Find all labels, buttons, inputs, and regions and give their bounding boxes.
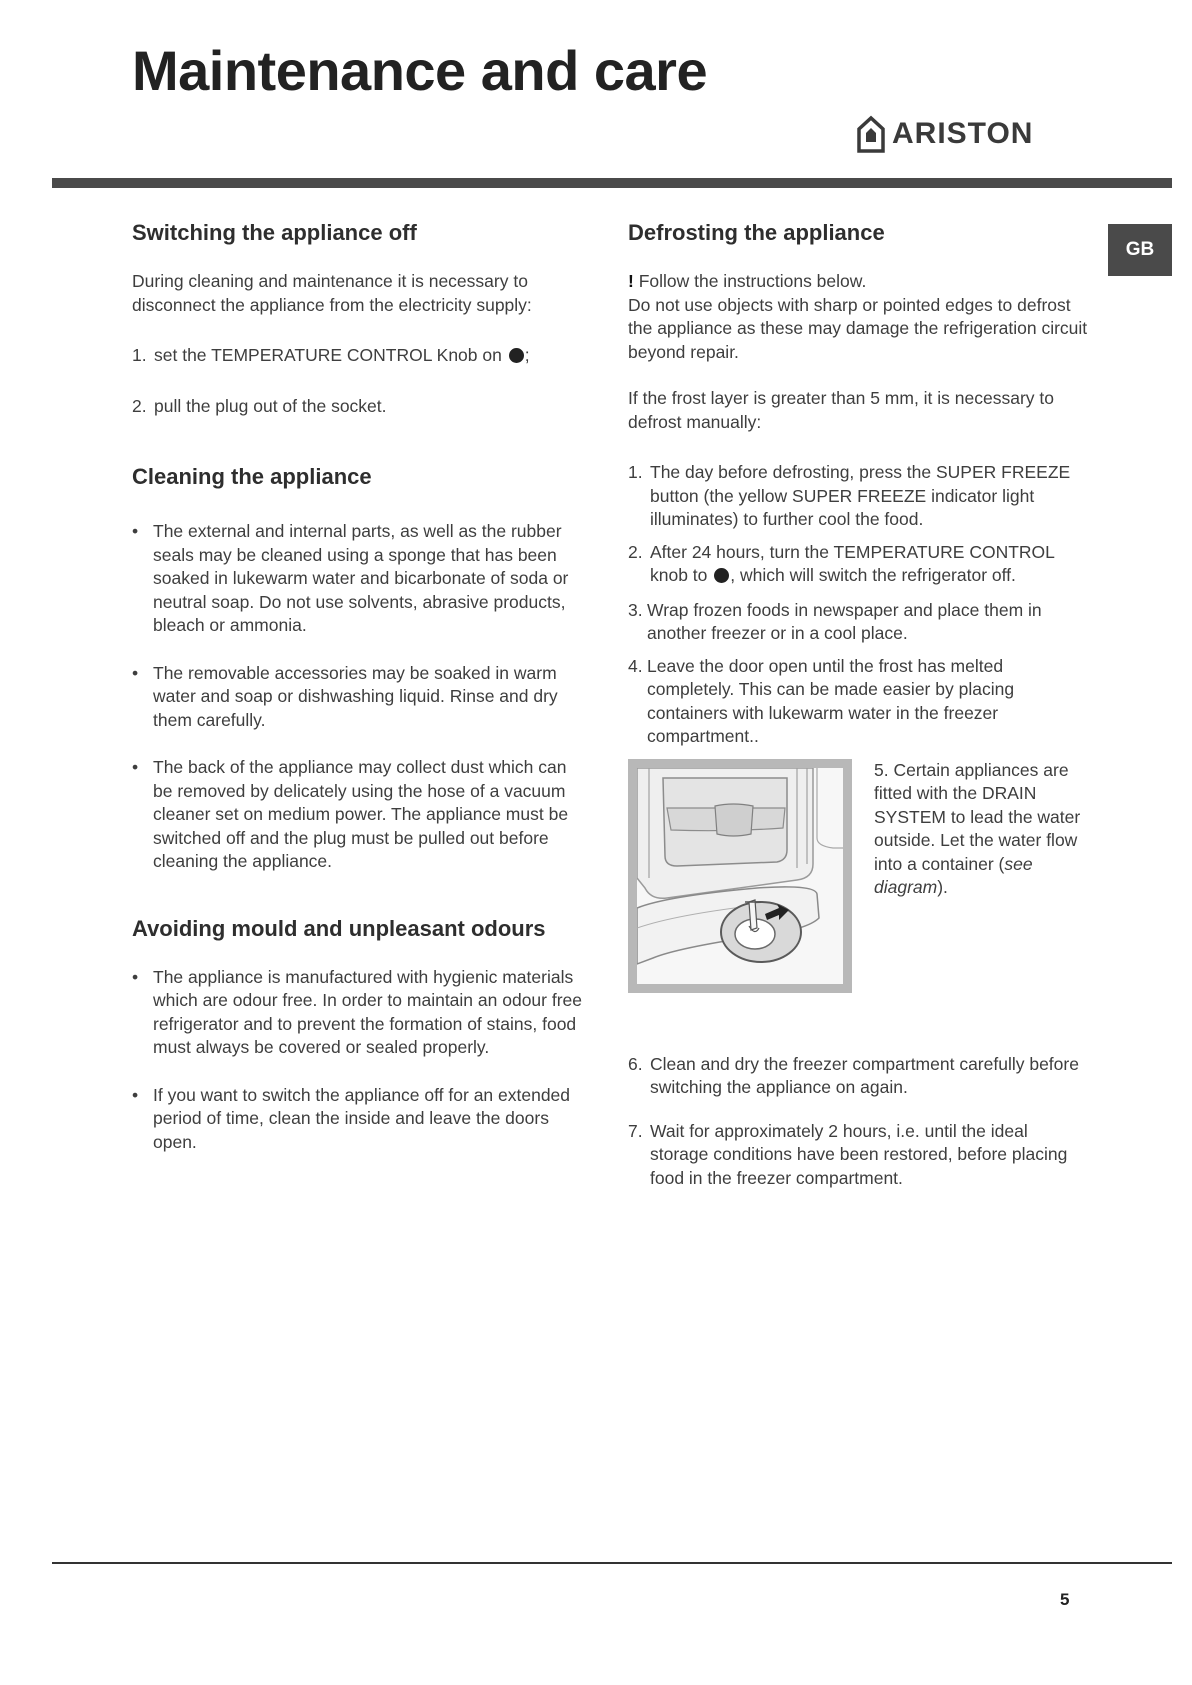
left-column <box>132 218 582 1154</box>
bullet-icon: • <box>132 757 139 777</box>
step-text <box>154 344 530 368</box>
switching-off-heading: Switching the appliance off <box>132 220 417 245</box>
bullet-icon: • <box>132 1084 139 1105</box>
step-text <box>650 541 1088 588</box>
step-text: The day before defrosting, press the SUPER FREEZE button (the yellow SUPER FREEZE indicator light illuminates) to further cool the food. <box>650 462 1071 529</box>
brand-name: ARISTON <box>892 117 1034 150</box>
list-item-text: The removable accessories may be soaked in warm water and soap or dishwashing liquid. Rinse and dry them carefully. <box>153 662 558 730</box>
defrost-step-5 <box>874 759 1088 900</box>
step-text: Wrap frozen foods in newspaper and place them in another freezer or in a cool place. <box>647 599 1042 643</box>
house-logo-icon <box>856 115 886 153</box>
step-number: 3. <box>628 599 643 620</box>
step-number: 1. <box>132 345 147 365</box>
step-number: 1. <box>628 462 643 482</box>
step-number: 2. <box>132 395 147 416</box>
step-number: 7. <box>628 1120 643 1141</box>
drain-system-section <box>628 759 1088 993</box>
step-text: Clean and dry the freezer compartment carefully before switching the appliance on again. <box>650 1053 1079 1097</box>
mould-list <box>132 966 582 1155</box>
list-item-text: The appliance is manufactured with hygienic materials which are odour free. In order to maintain an odour free refrigerator and to prevent the formation of stains, food must always be covered or sealed properly. <box>153 966 582 1057</box>
step-text-end: , which will switch the refrigerator off. <box>730 565 1016 585</box>
step-text-main: 5. Certain appliances are fitted with the DRAIN SYSTEM to lead the water outside. Let the water flow into a container ( <box>874 759 1081 874</box>
defrost-warning-body: Do not use objects with sharp or pointed edges to defrost the appliance as these may damage the refrigeration circuit beyond repair. <box>628 294 1088 362</box>
defrost-step-6 <box>628 1053 1088 1100</box>
see-diagram-reference: see diagram <box>874 853 1033 897</box>
drain-system-diagram <box>628 759 852 993</box>
step-text: pull the plug out of the socket. <box>154 395 387 416</box>
frost-layer-note: If the frost layer is greater than 5 mm, it is necessary to defrost manually: <box>628 388 1054 432</box>
defrost-step-7 <box>628 1120 1088 1191</box>
defrost-step-4 <box>628 655 1088 749</box>
bullet-icon: • <box>132 662 139 683</box>
defrost-step-3 <box>628 599 1088 646</box>
list-item <box>132 662 582 733</box>
step-number: 2. <box>628 541 643 562</box>
switching-off-step-1 <box>132 344 582 368</box>
switching-off-step-2 <box>132 395 582 419</box>
freezer-drain-illustration <box>637 768 843 984</box>
warning-icon: ! <box>628 271 634 291</box>
cleaning-list <box>132 520 582 874</box>
step-text: Wait for approximately 2 hours, i.e. until the ideal storage conditions have been restored, before placing food in the freezer compartment. <box>650 1120 1068 1188</box>
footer-rule <box>52 1562 1172 1564</box>
step-text-end: ; <box>524 345 530 365</box>
defrost-step-1 <box>628 461 1088 532</box>
list-item <box>132 1084 582 1155</box>
step-text: Leave the door open until the frost has melted completely. This can be made easier by placing containers with lukewarm water in the freezer compartment.. <box>647 655 1015 746</box>
defrost-warning <box>628 270 1088 294</box>
right-column <box>628 218 1088 1190</box>
warning-text: Follow the instructions below. <box>633 271 867 291</box>
page-title: Maintenance and care <box>132 39 708 102</box>
language-tab: GB <box>1108 224 1172 276</box>
list-item-text: The back of the appliance may collect dust which can be removed by delicately using the hose of a vacuum cleaner set on medium power. The appliance must be switched off and the plug must be pulled out before cleaning the appliance. <box>153 757 569 871</box>
page-number: 5 <box>1060 1590 1070 1609</box>
step-text-end: ). <box>937 877 948 897</box>
list-item-text: If you want to switch the appliance off for an extended period of time, clean the inside and leave the doors open. <box>153 1084 571 1152</box>
defrosting-heading: Defrosting the appliance <box>628 220 885 245</box>
list-item-text: The external and internal parts, as well as the rubber seals may be cleaned using a sponge that has been soaked in lukewarm water and bicarbonate of soda or neutral soap. Do not use solvents, abrasive products, bleach or ammonia. <box>153 521 569 635</box>
defrost-step-2 <box>628 541 1088 588</box>
list-item <box>132 520 582 638</box>
list-item <box>132 756 582 874</box>
bullet-icon: • <box>132 521 139 541</box>
step-text-main: set the TEMPERATURE CONTROL Knob on <box>154 345 507 365</box>
knob-off-position-icon <box>714 568 729 583</box>
bullet-icon: • <box>132 966 139 987</box>
knob-off-position-icon <box>509 348 524 363</box>
list-item <box>132 966 582 1060</box>
brand-logo <box>856 112 1033 156</box>
switching-off-intro: During cleaning and maintenance it is necessary to disconnect the appliance from the electricity supply: <box>132 271 532 315</box>
mould-heading: Avoiding mould and unpleasant odours <box>132 915 546 941</box>
step-number: 6. <box>628 1053 643 1074</box>
step-text-main: After 24 hours, turn the TEMPERATURE CONTROL knob to <box>650 541 1055 585</box>
step-number: 4. <box>628 655 643 676</box>
header-rule <box>52 178 1172 188</box>
cleaning-heading: Cleaning the appliance <box>132 464 372 489</box>
